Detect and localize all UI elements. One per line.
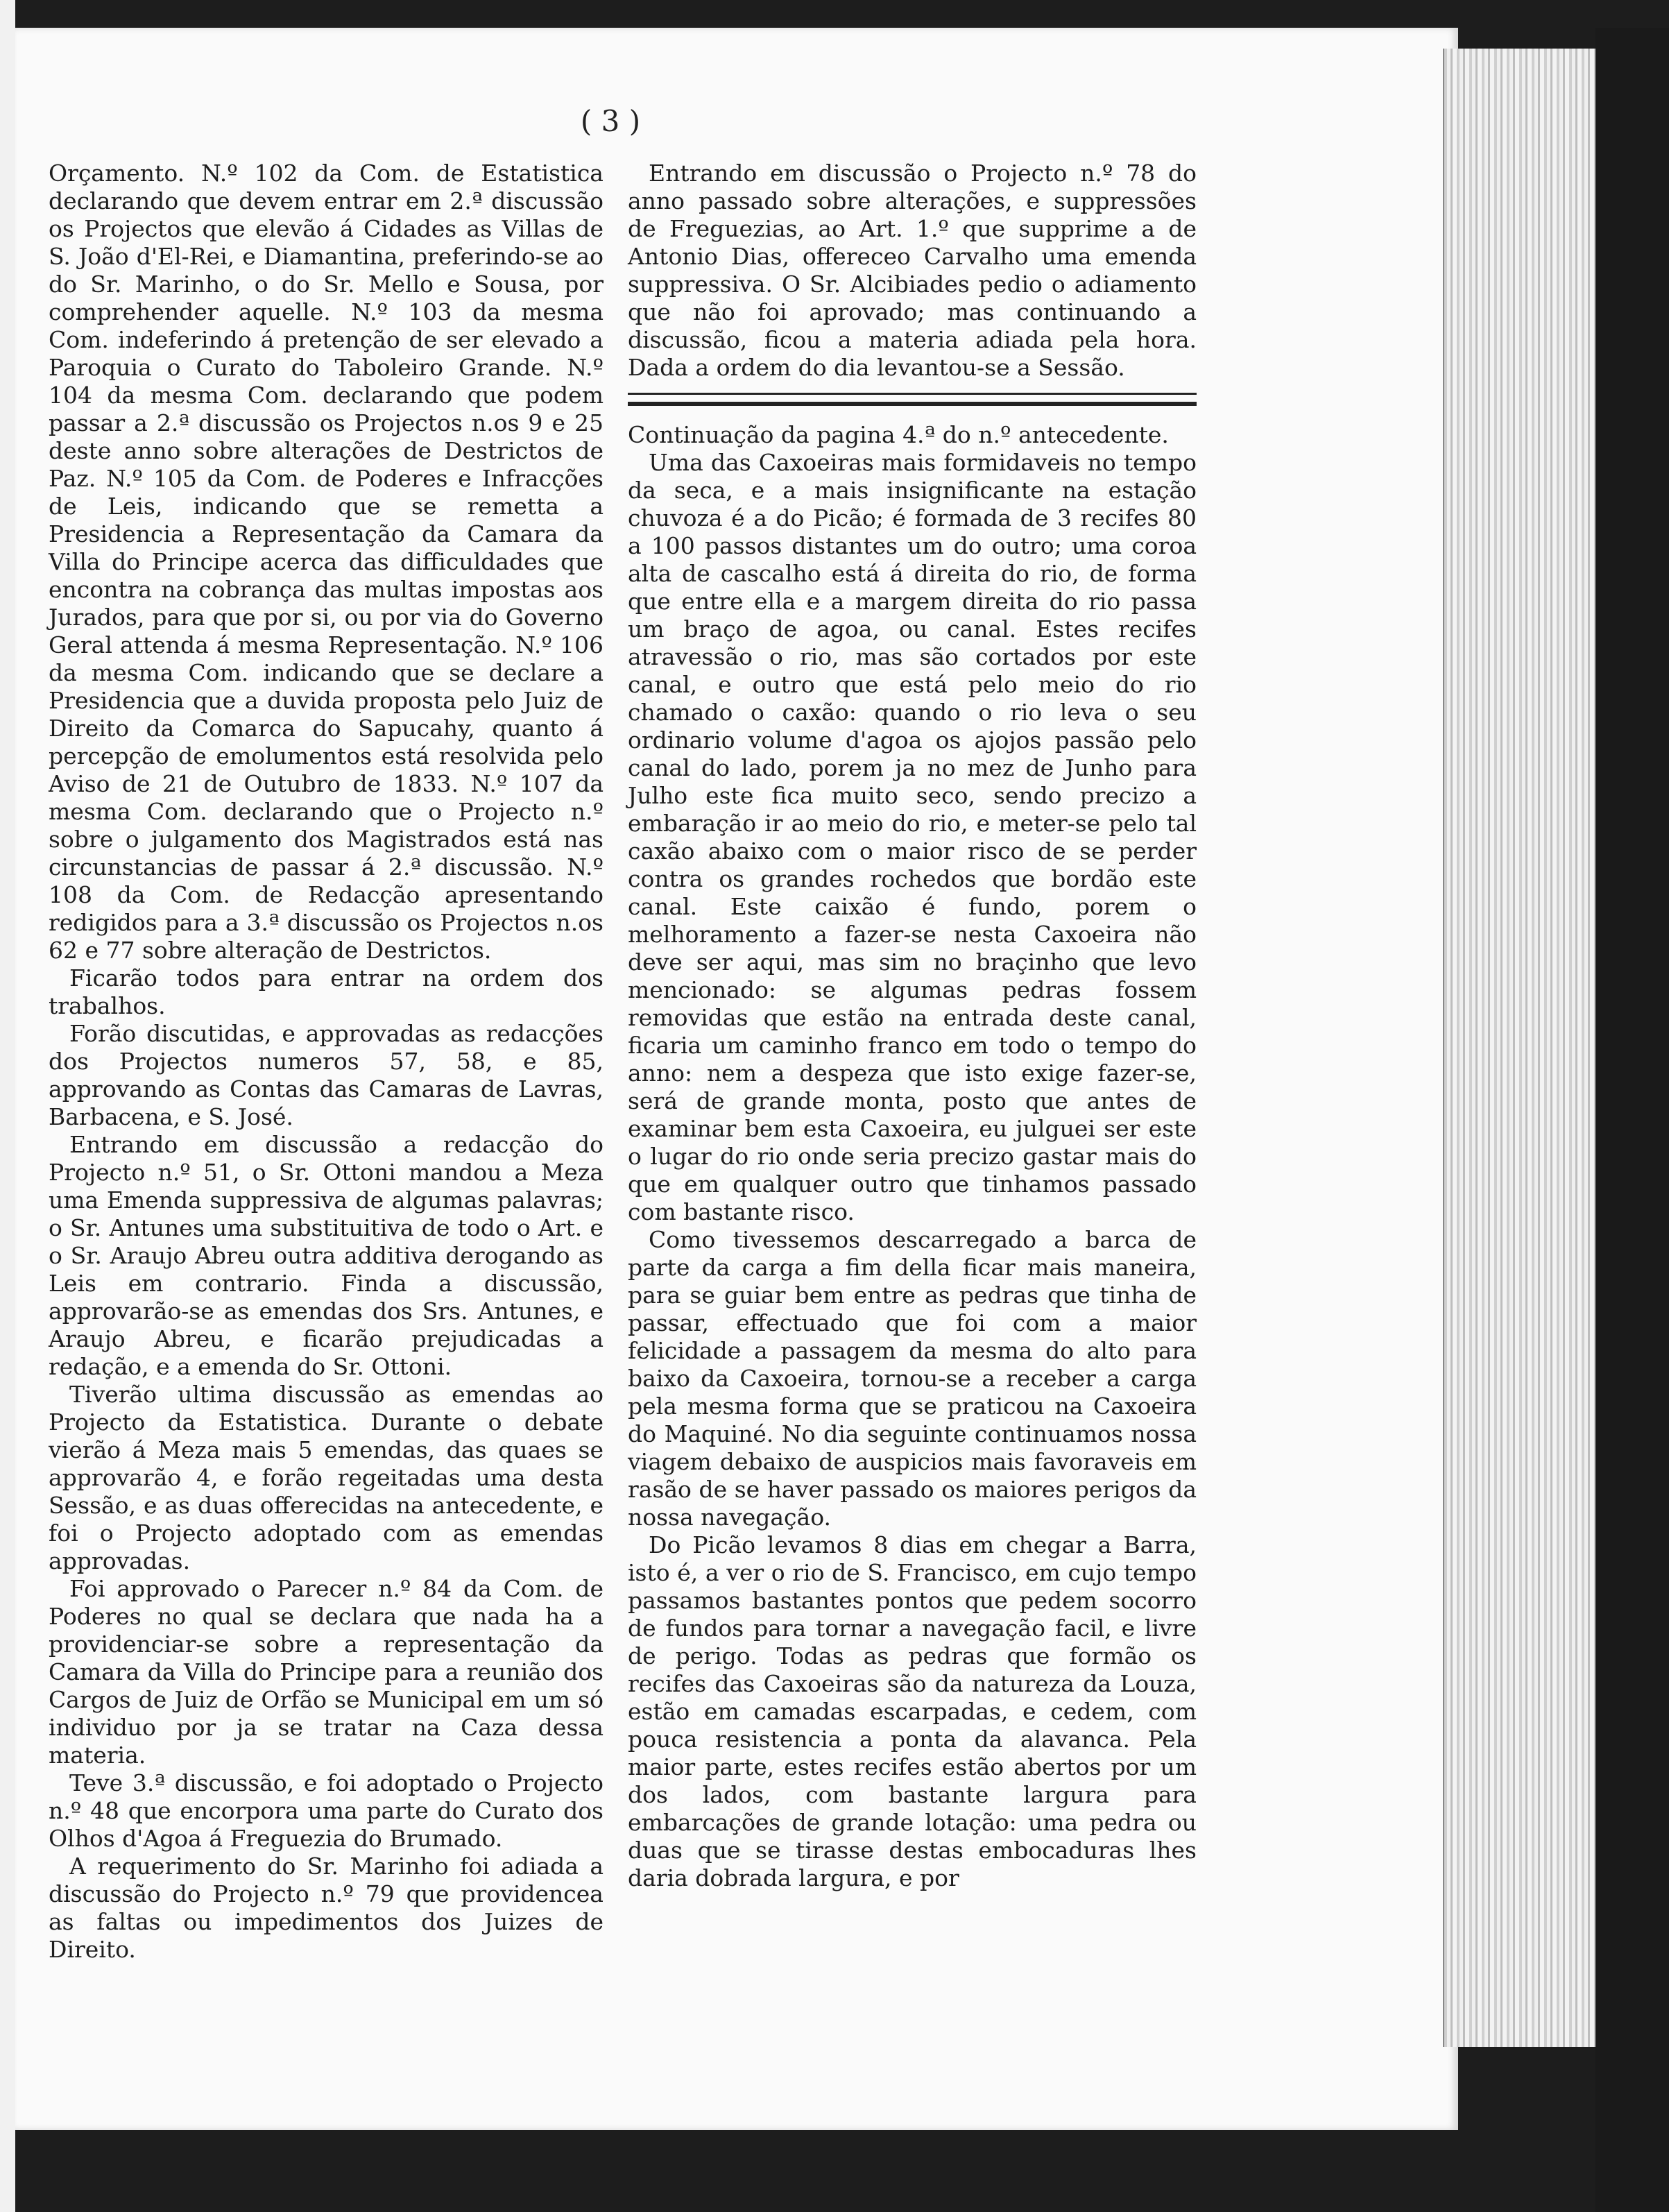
paragraph: Ficarão todos para entrar na ordem dos trabalhos. [49,964,604,1019]
adjacent-page-edge [0,0,15,2212]
page-number: ( 3 ) [580,104,641,138]
paragraph: Uma das Caxoeiras mais formidaveis no tempo da seca, e a mais insignificante na estação chuvoza é a do Picão; é formada de 3 recifes 80 a 100 passos distantes um do outro; uma coroa alta de cascalho está á direita do rio, de forma que entre ella e a margem direita do rio passa um braço de agoa, ou canal. Estes recifes atravessão o rio, mas são cortados por este canal, e outro que está pelo meio do rio chamado o caxão: quando o rio leva o seu ordinario volume d'agoa os ajojos passão pelo canal do lado, porem ja no mez de Junho para Julho este fica muito seco, sendo precizo a embaração ir ao meio do rio, e meter-se pelo tal caxão abaixo com o maior risco de se perder contra os grandes rochedos que bordão este canal. Este caixão é fundo, porem o melhoramento a fazer-se nesta Caxoeira não deve ser aqui, mas sim no braçinho que levo mencionado: se algumas pedras fossem removidas que estão na entrada deste canal, ficaria um caminho franco em todo o tempo do anno: nem a despeza que isto exige fazer-se, será de grande monta, posto que antes de examinar bem esta Caxoeira, eu julguei ser este o lugar do rio onde seria precizo gastar mais do que em qualquer outro que tinhamos passado com bastante risco. [628,449,1197,1225]
paragraph: Forão discutidas, e approvadas as redacções dos Projectos numeros 57, 58, e 85, approvando as Contas das Camaras de Lavras, Barbacena, e S. José. [49,1020,604,1130]
section-divider [628,393,1197,406]
paragraph: Teve 3.ª discussão, e foi adoptado o Projecto n.º 48 que encorpora uma parte do Curato dos Olhos d'Agoa á Freguezia do Brumado. [49,1769,604,1852]
paragraph: Como tivessemos descarregado a barca de parte da carga a fim della ficar mais maneira, para se guiar bem entre as pedras que tinha de passar, effectuado que foi com a maior felicidade a passagem da mesma do alto para baixo da Caxoeira, tornou-se a receber a carga pela mesma forma que se praticou na Caxoeira do Maquiné. No dia seguinte continuamos nossa viagem debaixo de auspicios mais favoraveis em rasão de se haver passado os maiores perigos da nossa navegação. [628,1226,1197,1531]
left-column [49,160,604,1964]
paragraph: Foi approvado o Parecer n.º 84 da Com. de Poderes no qual se declara que nada ha a providenciar-se sobre a representação da Camara da Villa do Principe para a reunião dos Cargos de Juiz de Orfão se Municipal em um só individuo por ja se tratar na Caza dessa materia. [49,1575,604,1769]
paragraph: A requerimento do Sr. Marinho foi adiada a discussão do Projecto n.º 79 que providencea as faltas ou impedimentos dos Juizes de Direito. [49,1853,604,1963]
right-column [628,160,1197,1892]
section-title: Continuação da pagina 4.ª do n.º antecedente. [628,421,1169,448]
book-page-stack [1443,49,1597,2047]
paragraph: Entrando em discussão a redacção do Projecto n.º 51, o Sr. Ottoni mandou a Meza uma Emenda suppressiva de algumas palavras; o Sr. Antunes uma substituitiva de todo o Art. e o Sr. Araujo Abreu outra additiva derogando as Leis em contrario. Finda a discussão, approvarão-se as emendas dos Srs. Antunes, e Araujo Abreu, e ficarão prejudicadas a redação, e a emenda do Sr. Ottoni. [49,1131,604,1380]
paragraph: Tiverão ultima discussão as emendas ao Projecto da Estatistica. Durante o debate vierão á Meza mais 5 emendas, das quaes se approvarão 4, e forão regeitadas uma desta Sessão, e as duas offerecidas na antecedente, e foi o Projecto adoptado com as emendas approvadas. [49,1381,604,1574]
paragraph: Do Picão levamos 8 dias em chegar a Barra, isto é, a ver o rio de S. Francisco, em cujo tempo passamos bastantes pontos que pedem socorro de fundos para tornar a navegação facil, e livre de perigo. Todas as pedras que formão os recifes das Caxoeiras são da natureza da Louza, estão em camadas escarpadas, e cedem, com pouca resistencia a ponta da alavanca. Pela maior parte, estes recifes estão abertos por um dos lados, com bastante largura para embarcações de grande lotação: uma pedra ou duas que se tirasse destas embocaduras lhes daria dobrada largura, e por [628,1531,1197,1891]
paragraph: Orçamento. N.º 102 da Com. de Estatistica declarando que devem entrar em 2.ª discussão os Projectos que elevão á Cidades as Villas de S. João d'El-Rei, e Diamantina, preferindo-se ao do Sr. Marinho, o do Sr. Mello e Sousa, por comprehender aquelle. N.º 103 da mesma Com. indeferindo á pretenção de ser elevado a Paroquia o Curato do Taboleiro Grande. N.º 104 da mesma Com. declarando que podem passar a 2.ª discussão os Projectos n.os 9 e 25 deste anno sobre alterações de Destrictos de Paz. N.º 105 da Com. de Poderes e Infracções de Leis, indicando que se remetta a Presidencia a Representação da Camara da Villa do Principe acerca das difficuldades que encontra na cobrança das multas impostas aos Jurados, para que por si, ou por via do Governo Geral attenda á mesma Representação. N.º 106 da mesma Com. indicando que se declare a Presidencia que a duvida proposta pelo Juiz de Direito da Comarca do Sapucahy, quanto á percepção de emolumentos está resolvida pelo Aviso de 21 de Outubro de 1833. N.º 107 da mesma Com. declarando que o Projecto n.º sobre o julgamento dos Magistrados está nas circunstancias de passar á 2.ª discussão. N.º 108 da Com. de Redacção apresentando redigidos para a 3.ª discussão os Projectos n.os 62 e 77 sobre alteração de Destrictos. [49,160,604,964]
paragraph: Entrando em discussão o Projecto n.º 78 do anno passado sobre alterações, e suppressões de Freguezias, ao Art. 1.º que supprime a de Antonio Dias, offereceo Carvalho uma emenda suppressiva. O Sr. Alcibiades pedio o adiamento que não foi aprovado; mas continuando a discussão, ficou a materia adiada pela hora. Dada a ordem do dia levantou-se a Sessão. [628,160,1197,381]
background-dark [1595,28,1669,2212]
